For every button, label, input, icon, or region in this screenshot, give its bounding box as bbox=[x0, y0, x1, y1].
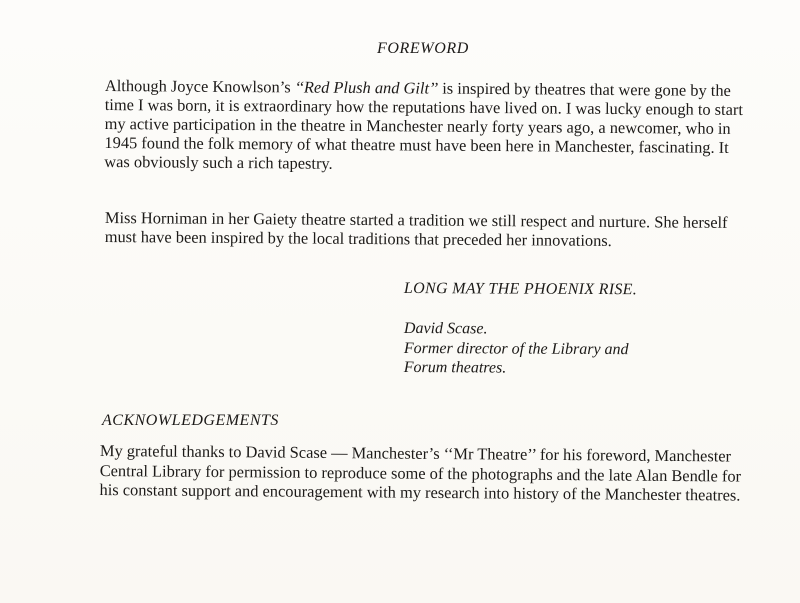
motto: LONG MAY THE PHOENIX RISE. bbox=[403, 280, 638, 299]
foreword-paragraph-1-start: Although Joyce Knowlson’s bbox=[104, 76, 295, 97]
signature-role-line-1: Former director of the Library and bbox=[403, 339, 629, 358]
show-through-mark bbox=[39, 150, 47, 176]
foreword-paragraph-2: Miss Horniman in her Gaiety theatre started a tradition we still respect and nurture. She herself must have been inspired by the local traditions that preceded her innovations. bbox=[104, 208, 728, 250]
book-title: ‘‘Red Plush and Gilt’’ bbox=[294, 77, 439, 98]
signature-block bbox=[404, 319, 629, 379]
signature-role-line-2: Forum theatres. bbox=[403, 358, 507, 377]
signature-name: David Scase. bbox=[403, 320, 488, 338]
show-through-mark bbox=[128, 310, 139, 343]
foreword-paragraph-1-rest: is inspired by theatres that were gone by the time I was born, it is extraordinary how the reputations have lived on. I was lucky enough to start my active participation in the theatre in Manchester nearly forty years ago, a newcomer, who in 1945 found the folk memory of what theatre must have been here in Manchester, fascinating. It was obviously such a rich tapestry. bbox=[104, 78, 744, 173]
acknowledgements-heading: ACKNOWLEDGEMENTS bbox=[102, 412, 279, 429]
foreword-heading: FOREWORD bbox=[377, 40, 469, 57]
foreword-paragraph-1 bbox=[104, 76, 755, 176]
acknowledgements-paragraph: My grateful thanks to David Scase — Manchester’s ‘‘Mr Theatre’’ for his foreword, Manchester Central Library for permission to reproduce some of the photographs and the late Alan Bendle for his constant support and encouragement with my research into history of the Manchester theatres. bbox=[99, 441, 742, 505]
